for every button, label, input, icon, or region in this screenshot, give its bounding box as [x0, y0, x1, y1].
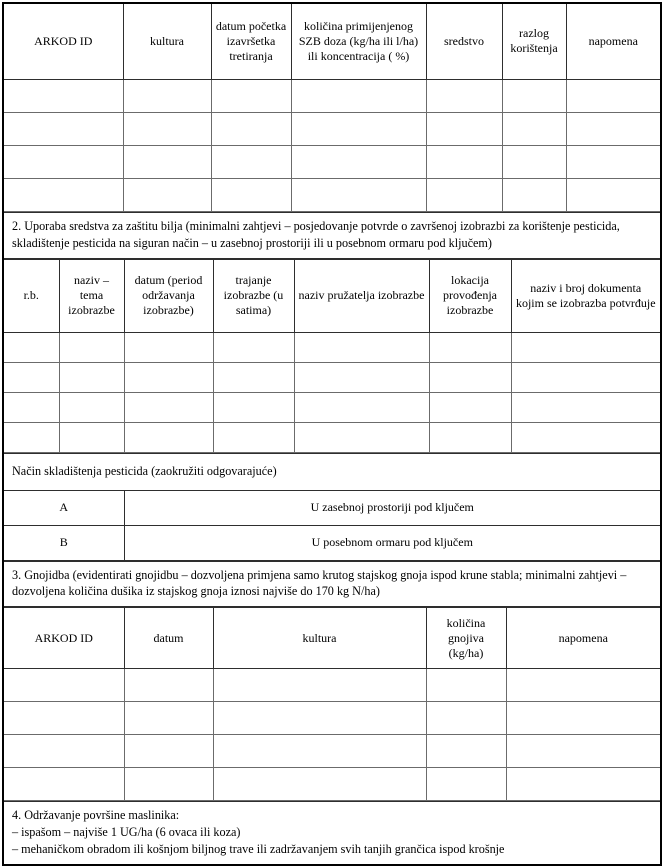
fertilization-table-header-row — [3, 608, 661, 669]
header-naziv-tema: naziv – tema izobrazbe — [59, 259, 124, 332]
training-table-header-row — [3, 259, 661, 332]
section-4-line-3: – mehaničkom obradom ili košnjom biljnog trave ili zadržavanjem svih tanjih grančica ispod krošnje — [12, 841, 505, 856]
empty-row — [3, 178, 661, 211]
treatment-table — [2, 2, 662, 212]
header-napomena: napomena — [566, 3, 661, 79]
section-4-line-2: – ispašom – najviše 1 UG/ha (6 ovaca ili koza) — [12, 824, 241, 839]
empty-row — [3, 112, 661, 145]
storage-option-row-b — [3, 525, 661, 560]
section-4-line-1: 4. Održavanje površine maslinika: — [12, 808, 180, 823]
empty-row — [3, 422, 661, 452]
header-trajanje: trajanje izobrazbe (u satima) — [213, 259, 294, 332]
empty-row — [3, 392, 661, 422]
record-form-document — [2, 2, 662, 866]
header-dokument: naziv i broj dokumenta kojim se izobrazba potvrđuje — [511, 259, 661, 332]
header-datum: datum — [124, 608, 213, 669]
header-kultura: kultura — [213, 608, 426, 669]
training-table — [2, 259, 662, 453]
section-3-text: 3. Gnojidba (evidentirati gnojidbu – dozvoljena primjena samo krutog stajskog gnoja ispod krune stabla; minimalni zahtjevi – dozvoljena količina dušika iz stajskog gnoja iznosi najviše do 170 kg N/ha) — [3, 561, 661, 607]
header-lokacija: lokacija provođenja izobrazbe — [429, 259, 511, 332]
empty-row — [3, 768, 661, 801]
storage-option-a-text: U zasebnoj prostoriji pod ključem — [124, 490, 661, 525]
fertilization-table — [2, 607, 662, 801]
storage-method-title: Način skladištenja pesticida (zaokružiti odgovarajuće) — [3, 453, 661, 490]
header-datum-period: datum (period održavanja izobrazbe) — [124, 259, 213, 332]
treatment-table-header-row — [3, 3, 661, 79]
empty-row — [3, 669, 661, 702]
header-kolicina-szb: količina primijenjenog SZB doza (kg/ha ili l/ha) ili koncentracija ( %) — [291, 3, 426, 79]
section-4-block — [2, 801, 662, 865]
header-arkod-id: ARKOD ID — [3, 608, 124, 669]
storage-option-a-label: A — [3, 490, 124, 525]
header-rb: r.b. — [3, 259, 59, 332]
storage-option-b-label: B — [3, 525, 124, 560]
storage-option-b-text: U posebnom ormaru pod ključem — [124, 525, 661, 560]
header-pruzatelj: naziv pružatelja izobrazbe — [294, 259, 429, 332]
header-kolicina-gnojiva: količina gnojiva (kg/ha) — [426, 608, 506, 669]
empty-row — [3, 332, 661, 362]
storage-method-table — [2, 453, 662, 561]
header-datum-tretiranja: datum početka izavršetka tretiranja — [211, 3, 291, 79]
header-arkod-id: ARKOD ID — [3, 3, 123, 79]
header-napomena: napomena — [506, 608, 661, 669]
header-kultura: kultura — [123, 3, 211, 79]
storage-option-row-a — [3, 490, 661, 525]
empty-row — [3, 735, 661, 768]
empty-row — [3, 362, 661, 392]
section-2-block — [2, 212, 662, 259]
header-sredstvo: sredstvo — [426, 3, 502, 79]
section-4-text — [3, 802, 661, 865]
section-2-text: 2. Uporaba sredstva za zaštitu bilja (minimalni zahtjevi – posjedovanje potvrde o završenoj izobrazbi za korištenje pesticida, skladištenje pesticida na siguran način – u zasebnoj prostoriji ili u posebnom ormaru pod ključem) — [3, 212, 661, 258]
empty-row — [3, 145, 661, 178]
header-razlog: razlog korištenja — [502, 3, 566, 79]
section-3-block — [2, 561, 662, 608]
empty-row — [3, 702, 661, 735]
empty-row — [3, 79, 661, 112]
